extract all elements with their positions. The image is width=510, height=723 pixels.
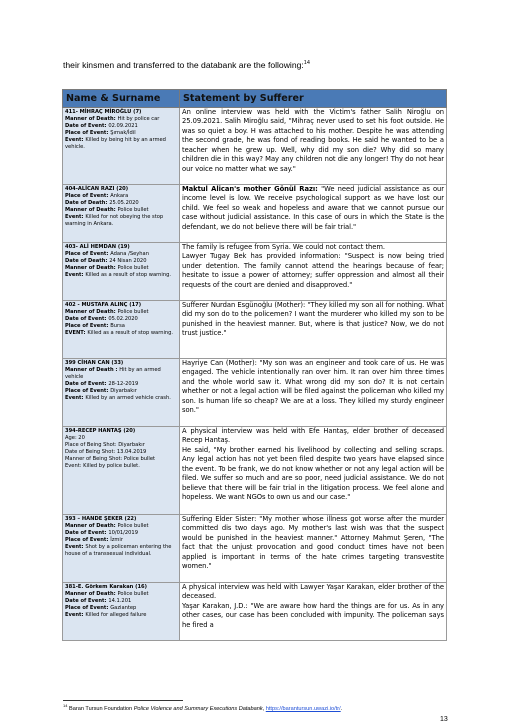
victim-detail (65, 388, 177, 395)
victim-detail (65, 309, 177, 316)
victim-detail (65, 137, 177, 151)
detail-label: Date of Event: (65, 123, 109, 129)
statement-cell (180, 108, 447, 185)
victim-name (65, 109, 177, 116)
detail-value: Police bullet (117, 591, 149, 597)
victim-detail (65, 123, 177, 130)
victim-name (65, 244, 177, 251)
detail-value: 28-12-2019 (108, 381, 139, 387)
victim-detail (65, 330, 177, 337)
footnote-separator: , (262, 705, 266, 712)
victim-detail (65, 251, 177, 258)
statement-text: Suffering Elder Sister: "My mother whose illness got worse after the murder committed dis two days ago. My mother's last wish was that the suspect would be punished in the heaviest manner." Attorney Mahmut Şeren, "The fact that the unjust provocation and good conduct times have not been applied is important in terms of the hate crimes targeting transvestite women." (182, 515, 444, 571)
detail-label: 404-ALİCAN RAZI (20) (65, 186, 129, 192)
detail-label: Place of Event: (65, 605, 111, 611)
victim-detail (65, 530, 177, 537)
detail-value: Hit by an armed vehicle (65, 367, 161, 380)
victim-detail (65, 544, 177, 558)
detail-label: Manner of Death : (65, 367, 120, 373)
victim-name (65, 584, 177, 591)
detail-value: Ankara (110, 193, 129, 199)
victim-name (65, 428, 177, 435)
statement-cell (180, 583, 447, 641)
statement-cell (180, 301, 447, 359)
victim-name (65, 360, 177, 367)
detail-value: 10/01/2019 (108, 530, 138, 536)
victim-detail (65, 435, 177, 442)
statement-paragraph (182, 427, 444, 446)
detail-value: Police bullet (117, 309, 149, 315)
statement-speaker: Maktul Alican's mother Gönül Razı: (182, 185, 322, 193)
table-row (63, 108, 447, 185)
statement-text: "We need judicial assistance as our income level is low. We receive psychological support as we have lost our child. We feel so weak and hopeless and aware that we cannot pursue our case without judicial assistance. In this case of ours in which the State is the defendant, we do not believe there will be fair trial." (182, 185, 444, 231)
footnote (63, 703, 342, 712)
victim-detail (65, 523, 177, 530)
victim-detail (65, 316, 177, 323)
statement-paragraph (182, 301, 444, 339)
statement-text: Hayriye Can (Mother): "My son was an engineer and took care of us. He was engaged. The vehicle intentionally ran over him. It ran over him three times and the whole world saw it. What wrong did my son do? It is not certain whether or not a legal action will be filed against the policeman who killed my son. Is human life so cheap? We are at a loss. They killed my sturdy engineer son." (182, 359, 444, 415)
detail-label: Manner of Death: (65, 309, 118, 315)
statement-text: He said, "My brother earned his livelihood by collecting and selling scraps. Any legal action has not yet been filed despite two years have elapsed since the event. To be frank, we do not know whether or not any legal action will be filed. We suffer so much and are so poor, need judicial assistance. We do not believe that there will be fair trial in the litigation process. We feel alone and hopeless. We want NGOs to own us and our case." (182, 445, 444, 502)
detail-label: Event: (65, 214, 86, 220)
detail-value: Killed as a result of stop warning. (87, 330, 174, 336)
victim-detail (65, 258, 177, 265)
detail-label: Date of Event: (65, 381, 109, 387)
table-row (63, 243, 447, 301)
victim-detail (65, 272, 177, 279)
victim-detail (65, 323, 177, 330)
footnote-title: Police Violence and Summary Executions Databank (133, 705, 263, 712)
detail-value: Killed by an armed vehicle crash. (85, 395, 171, 401)
detail-value: Date of Being Shot: 13.04.2019 (65, 449, 147, 455)
table-row (63, 185, 447, 243)
detail-label: Date of Event: (65, 316, 109, 322)
victim-detail (65, 591, 177, 598)
victim-detail (65, 116, 177, 123)
victim-detail (65, 463, 177, 470)
detail-label: Place of Event: (65, 130, 111, 136)
statement-cell (180, 185, 447, 243)
detail-value: 24 Nisan 2020 (109, 258, 147, 264)
victim-name (65, 516, 177, 523)
detail-label: Manner of Death: (65, 207, 118, 213)
table-header-row (63, 90, 447, 108)
detail-label: 403- ALİ HEMDAN (19) (65, 244, 130, 250)
statement-text: Yaşar Karakan, J.D.: "We are aware how hard the things are for us. As in any other cases, our case has been concluded with impunity. The policeman says he fired a (182, 601, 444, 629)
detail-label: EVENT: (65, 330, 88, 336)
victim-info-cell (63, 243, 180, 301)
detail-label: Date of Event: (65, 530, 109, 536)
header-statement: Statement by Sufferer (180, 90, 447, 108)
victim-detail (65, 456, 177, 463)
table-row (63, 359, 447, 427)
detail-label: 399 CİHAN CAN (33) (65, 360, 124, 366)
victim-info-cell (63, 185, 180, 243)
statement-cell (180, 359, 447, 427)
victim-detail (65, 367, 177, 381)
detail-value: Hit by police car (117, 116, 160, 122)
footnote-end: . (340, 705, 343, 712)
footnote-link[interactable]: https://barantursun.uwazi.io/tr/ (265, 705, 341, 712)
victim-detail (65, 214, 177, 228)
victim-info-cell (63, 359, 180, 427)
victim-detail (65, 265, 177, 272)
victim-name (65, 186, 177, 193)
statement-text: Sufferer Nurdan Esgünoğlu (Mother): "They killed my son all for nothing. What did my son do to the policemen? I want the murderer who killed my son to be punished in the heaviest manner. But, where is that justice? Now, we do not trust justice." (182, 301, 444, 338)
detail-label: 411- MİHRAÇ MİROĞLU (7) (65, 109, 142, 115)
statement-cell (180, 427, 447, 515)
footnote-text: Baran Tursun Foundation (69, 705, 134, 712)
statement-text: A physical interview was held with Efe Hantaş, elder brother of deceased Recep Hantaş. (182, 427, 444, 445)
intro-text (63, 60, 310, 70)
victim-info-cell (63, 583, 180, 641)
detail-value: Adana /Seyhan (110, 251, 149, 257)
detail-label: Manner of Death: (65, 523, 118, 529)
statement-paragraph (182, 583, 444, 602)
detail-label: Place of Event: (65, 537, 111, 543)
detail-value: 02.09.2021 (108, 123, 138, 129)
detail-label: 381-E. Görkem Karakan (16) (65, 584, 147, 590)
victim-detail (65, 605, 177, 612)
victim-detail (65, 130, 177, 137)
statement-paragraph (182, 252, 444, 290)
detail-value: Killed for alleged failure (85, 612, 147, 618)
detail-label: Event: (65, 612, 86, 618)
detail-value: Age: 20 (65, 435, 85, 441)
detail-label: 402 - MUSTAFA ALINÇ (17) (65, 302, 142, 308)
detail-label: Manner of Death: (65, 265, 118, 271)
detail-label: Event: (65, 272, 86, 278)
statement-text: An online interview was held with the Victim's father Salih Niroğlu on 25.09.2021. Salih Miroğlu said, "Mihraç never used to set his foot outside. He was so quiet a boy. H was attached to his mother. Despite he was attending the second grade, he was fond of reading books. He said he wanted to be a teacher when he grew up. Well, why did my son die? Why did so many children die in this way? May any children not die any longer! Thy do not hear our voice no matter what we say." (182, 108, 444, 173)
victim-detail (65, 442, 177, 449)
detail-value: Manner of Being Shot: Police bullet (65, 456, 156, 462)
victim-detail (65, 200, 177, 207)
detail-label: Date of Death: (65, 200, 110, 206)
statement-paragraph (182, 515, 444, 572)
detail-label: Event: (65, 395, 86, 401)
footnote-ref: 14 (303, 60, 310, 67)
victim-detail (65, 598, 177, 605)
statement-cell (180, 243, 447, 301)
detail-value: Bursa (110, 323, 125, 329)
detail-value: 05.02.2020 (108, 316, 138, 322)
victim-detail (65, 612, 177, 619)
detail-label: 393 – HANDE ŞEKER (22) (65, 516, 137, 522)
detail-value: Police bullet (117, 265, 149, 271)
detail-value: 14.1.201 (108, 598, 132, 604)
header-name-surname: Name & Surname (63, 90, 180, 108)
statement-paragraph (182, 446, 444, 503)
detail-label: Place of Event: (65, 323, 111, 329)
detail-value: 25.05.2020 (109, 200, 139, 206)
detail-value: İzmir (110, 537, 123, 543)
victim-info-cell (63, 301, 180, 359)
victim-info-cell (63, 515, 180, 583)
detail-value: Gaziantep (110, 605, 137, 611)
victim-detail (65, 537, 177, 544)
detail-label: Place of Event: (65, 388, 111, 394)
detail-label: Event: (65, 137, 86, 143)
statement-paragraph (182, 359, 444, 416)
detail-value: Killed for not obeying the stop warning in Ankara. (65, 214, 164, 227)
detail-value: Killed as a result of stop warning. (85, 272, 171, 278)
detail-label: 394-RECEP HANTAŞ (20) (65, 428, 136, 434)
detail-value: Police bullet (117, 523, 149, 529)
intro-sentence: their kinsmen and transferred to the databank are the following: (63, 60, 304, 70)
detail-value: Şırnak/İdil (110, 130, 136, 136)
victim-name (65, 302, 177, 309)
table-row (63, 301, 447, 359)
statement-text: A physical interview was held with Lawyer Yaşar Karakan, elder brother of the deceased. (182, 583, 444, 601)
detail-value: Event: Killed by police bullet. (65, 463, 140, 469)
sufferer-statements-table (62, 89, 447, 641)
statement-text: The family is refugee from Syria. We could not contact them. (182, 243, 386, 251)
victim-detail (65, 449, 177, 456)
table-row (63, 583, 447, 641)
victim-detail (65, 193, 177, 200)
statement-paragraph (182, 185, 444, 232)
detail-label: Place of Event: (65, 251, 111, 257)
victim-info-cell (63, 427, 180, 515)
detail-label: Date of Death: (65, 258, 110, 264)
detail-label: Manner of Death: (65, 116, 118, 122)
detail-label: Date of Event: (65, 598, 109, 604)
victim-detail (65, 395, 177, 402)
statement-paragraph (182, 108, 444, 174)
statement-paragraph (182, 243, 444, 252)
page-number: 13 (440, 716, 448, 723)
detail-value: Shot by a policeman entering the house of a transsexual individual. (65, 544, 172, 557)
statement-cell (180, 515, 447, 583)
detail-value: Place of Being Shot: Diyarbakır (65, 442, 145, 448)
footnote-number: 14 (63, 703, 68, 708)
detail-value: Diyarbakır (110, 388, 137, 394)
detail-label: Place of Event: (65, 193, 111, 199)
victim-detail (65, 381, 177, 388)
footnote-divider (63, 700, 183, 701)
detail-label: Event: (65, 544, 86, 550)
table-row (63, 515, 447, 583)
detail-value: Police bullet (117, 207, 149, 213)
statement-text: Lawyer Tugay Bek has provided information: "Suspect is now being tried under detention. The family cannot attend the hearings because of fear; hesitate to issue a power of attorney; suffer oppression and almost all their requests of the court are denied and disapproved." (182, 252, 444, 289)
table-row (63, 427, 447, 515)
victim-detail (65, 207, 177, 214)
victim-info-cell (63, 108, 180, 185)
detail-value: Killed by being hit by an armed vehicle. (65, 137, 166, 150)
statement-paragraph (182, 602, 444, 630)
detail-label: Manner of Death: (65, 591, 118, 597)
